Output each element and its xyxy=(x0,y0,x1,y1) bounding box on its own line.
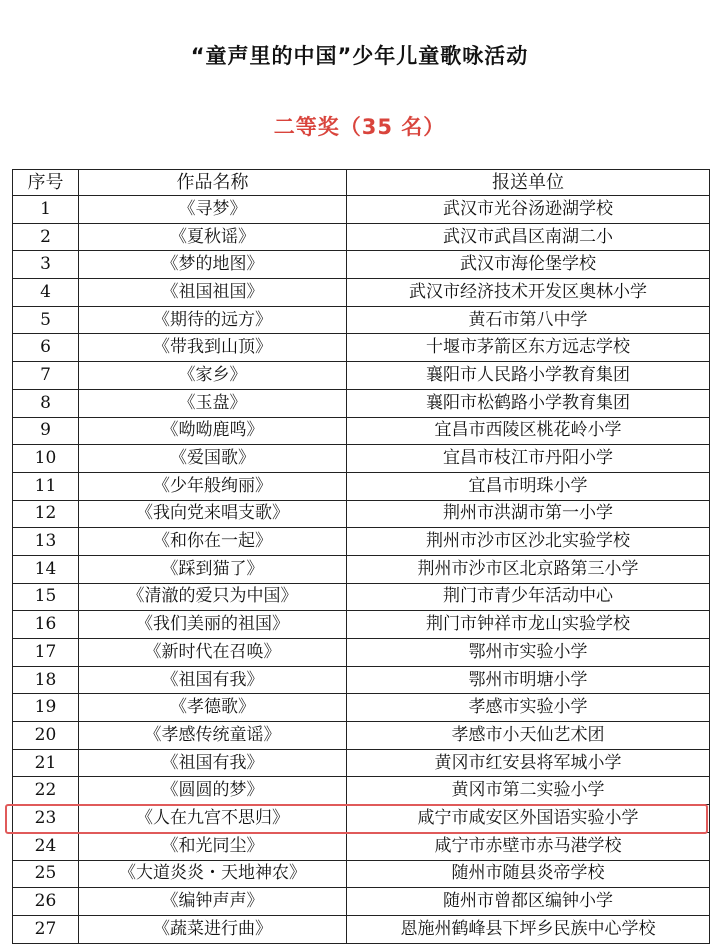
submitting-unit: 咸宁市赤壁市赤马港学校 xyxy=(347,832,710,860)
work-title: 《和光同尘》 xyxy=(79,832,347,860)
row-number: 1 xyxy=(13,196,79,224)
table-row xyxy=(13,472,710,500)
work-title: 《编钟声声》 xyxy=(79,888,347,916)
row-number: 15 xyxy=(13,583,79,611)
submitting-unit: 孝感市小天仙艺术团 xyxy=(347,722,710,750)
header-number: 序号 xyxy=(13,170,79,196)
submitting-unit: 宜昌市明珠小学 xyxy=(347,472,710,500)
table-row xyxy=(13,306,710,334)
submitting-unit: 随州市随县炎帝学校 xyxy=(347,860,710,888)
work-title: 《人在九宫不思归》 xyxy=(79,805,347,833)
submitting-unit: 咸宁市咸安区外国语实验小学 xyxy=(347,805,710,833)
work-title: 《家乡》 xyxy=(79,362,347,390)
table-row xyxy=(13,279,710,307)
table-row xyxy=(13,777,710,805)
work-title: 《祖国有我》 xyxy=(79,749,347,777)
table-row xyxy=(13,389,710,417)
table-row xyxy=(13,805,710,833)
row-number: 9 xyxy=(13,417,79,445)
row-number: 4 xyxy=(13,279,79,307)
table-row xyxy=(13,666,710,694)
work-title: 《大道炎炎・天地神农》 xyxy=(79,860,347,888)
row-number: 21 xyxy=(13,749,79,777)
table-row xyxy=(13,555,710,583)
work-title: 《蔬菜进行曲》 xyxy=(79,915,347,943)
submitting-unit: 武汉市武昌区南湖二小 xyxy=(347,223,710,251)
award-heading: 二等奖（35 名） xyxy=(273,115,446,139)
submitting-unit: 武汉市经济技术开发区奥林小学 xyxy=(347,279,710,307)
row-number: 24 xyxy=(13,832,79,860)
table-row xyxy=(13,915,710,943)
row-number: 16 xyxy=(13,611,79,639)
submitting-unit: 荆门市钟祥市龙山实验学校 xyxy=(347,611,710,639)
row-number: 6 xyxy=(13,334,79,362)
work-title: 《带我到山顶》 xyxy=(79,334,347,362)
row-number: 14 xyxy=(13,555,79,583)
row-number: 22 xyxy=(13,777,79,805)
row-number: 11 xyxy=(13,472,79,500)
table-row xyxy=(13,749,710,777)
submitting-unit: 随州市曾都区编钟小学 xyxy=(347,888,710,916)
work-title: 《我向党来唱支歌》 xyxy=(79,500,347,528)
table-row xyxy=(13,639,710,667)
work-title: 《圆圆的梦》 xyxy=(79,777,347,805)
submitting-unit: 黄冈市红安县将军城小学 xyxy=(347,749,710,777)
row-number: 27 xyxy=(13,915,79,943)
header-work-title: 作品名称 xyxy=(79,170,347,196)
submitting-unit: 荆州市沙市区沙北实验学校 xyxy=(347,528,710,556)
table-row xyxy=(13,362,710,390)
row-number: 18 xyxy=(13,666,79,694)
table-row xyxy=(13,196,710,224)
table-row xyxy=(13,694,710,722)
table-row xyxy=(13,611,710,639)
submitting-unit: 十堰市茅箭区东方远志学校 xyxy=(347,334,710,362)
row-number: 19 xyxy=(13,694,79,722)
work-title: 《新时代在召唤》 xyxy=(79,639,347,667)
work-title: 《祖国有我》 xyxy=(79,666,347,694)
submitting-unit: 恩施州鹤峰县下坪乡民族中心学校 xyxy=(347,915,710,943)
row-number: 17 xyxy=(13,639,79,667)
submitting-unit: 荆州市洪湖市第一小学 xyxy=(347,500,710,528)
row-number: 26 xyxy=(13,888,79,916)
row-number: 20 xyxy=(13,722,79,750)
work-title: 《爱国歌》 xyxy=(79,445,347,473)
row-number: 2 xyxy=(13,223,79,251)
row-number: 5 xyxy=(13,306,79,334)
table-row xyxy=(13,832,710,860)
row-number: 3 xyxy=(13,251,79,279)
submitting-unit: 襄阳市松鹤路小学教育集团 xyxy=(347,389,710,417)
table-row xyxy=(13,417,710,445)
work-title: 《孝感传统童谣》 xyxy=(79,722,347,750)
work-title: 《孝德歌》 xyxy=(79,694,347,722)
table-row xyxy=(13,445,710,473)
table-row xyxy=(13,528,710,556)
submitting-unit: 鄂州市实验小学 xyxy=(347,639,710,667)
table-row xyxy=(13,223,710,251)
work-title: 《夏秋谣》 xyxy=(79,223,347,251)
row-number: 7 xyxy=(13,362,79,390)
table-body xyxy=(13,196,710,944)
table-row xyxy=(13,722,710,750)
page-title: “童声里的中国”少年儿童歌咏活动 xyxy=(190,44,529,68)
table-row xyxy=(13,251,710,279)
submitting-unit: 鄂州市明塘小学 xyxy=(347,666,710,694)
row-number: 25 xyxy=(13,860,79,888)
table-row xyxy=(13,583,710,611)
work-title: 《踩到猫了》 xyxy=(79,555,347,583)
submitting-unit: 荆门市青少年活动中心 xyxy=(347,583,710,611)
work-title: 《我们美丽的祖国》 xyxy=(79,611,347,639)
work-title: 《寻梦》 xyxy=(79,196,347,224)
work-title: 《清澈的爱只为中国》 xyxy=(79,583,347,611)
submitting-unit: 武汉市海伦堡学校 xyxy=(347,251,710,279)
submitting-unit: 黄石市第八中学 xyxy=(347,306,710,334)
submitting-unit: 宜昌市枝江市丹阳小学 xyxy=(347,445,710,473)
table-row xyxy=(13,500,710,528)
row-number: 12 xyxy=(13,500,79,528)
table-row xyxy=(13,888,710,916)
row-number: 23 xyxy=(13,805,79,833)
results-table xyxy=(12,169,710,944)
row-number: 8 xyxy=(13,389,79,417)
work-title: 《呦呦鹿鸣》 xyxy=(79,417,347,445)
header-submitting-unit: 报送单位 xyxy=(347,170,710,196)
submitting-unit: 武汉市光谷汤逊湖学校 xyxy=(347,196,710,224)
table-row xyxy=(13,334,710,362)
submitting-unit: 荆州市沙市区北京路第三小学 xyxy=(347,555,710,583)
table-header-row xyxy=(13,170,710,196)
row-number: 13 xyxy=(13,528,79,556)
row-number: 10 xyxy=(13,445,79,473)
work-title: 《少年般绚丽》 xyxy=(79,472,347,500)
submitting-unit: 襄阳市人民路小学教育集团 xyxy=(347,362,710,390)
submitting-unit: 宜昌市西陵区桃花岭小学 xyxy=(347,417,710,445)
work-title: 《期待的远方》 xyxy=(79,306,347,334)
work-title: 《祖国祖国》 xyxy=(79,279,347,307)
work-title: 《和你在一起》 xyxy=(79,528,347,556)
submitting-unit: 孝感市实验小学 xyxy=(347,694,710,722)
table-row xyxy=(13,860,710,888)
submitting-unit: 黄冈市第二实验小学 xyxy=(347,777,710,805)
work-title: 《梦的地图》 xyxy=(79,251,347,279)
work-title: 《玉盘》 xyxy=(79,389,347,417)
